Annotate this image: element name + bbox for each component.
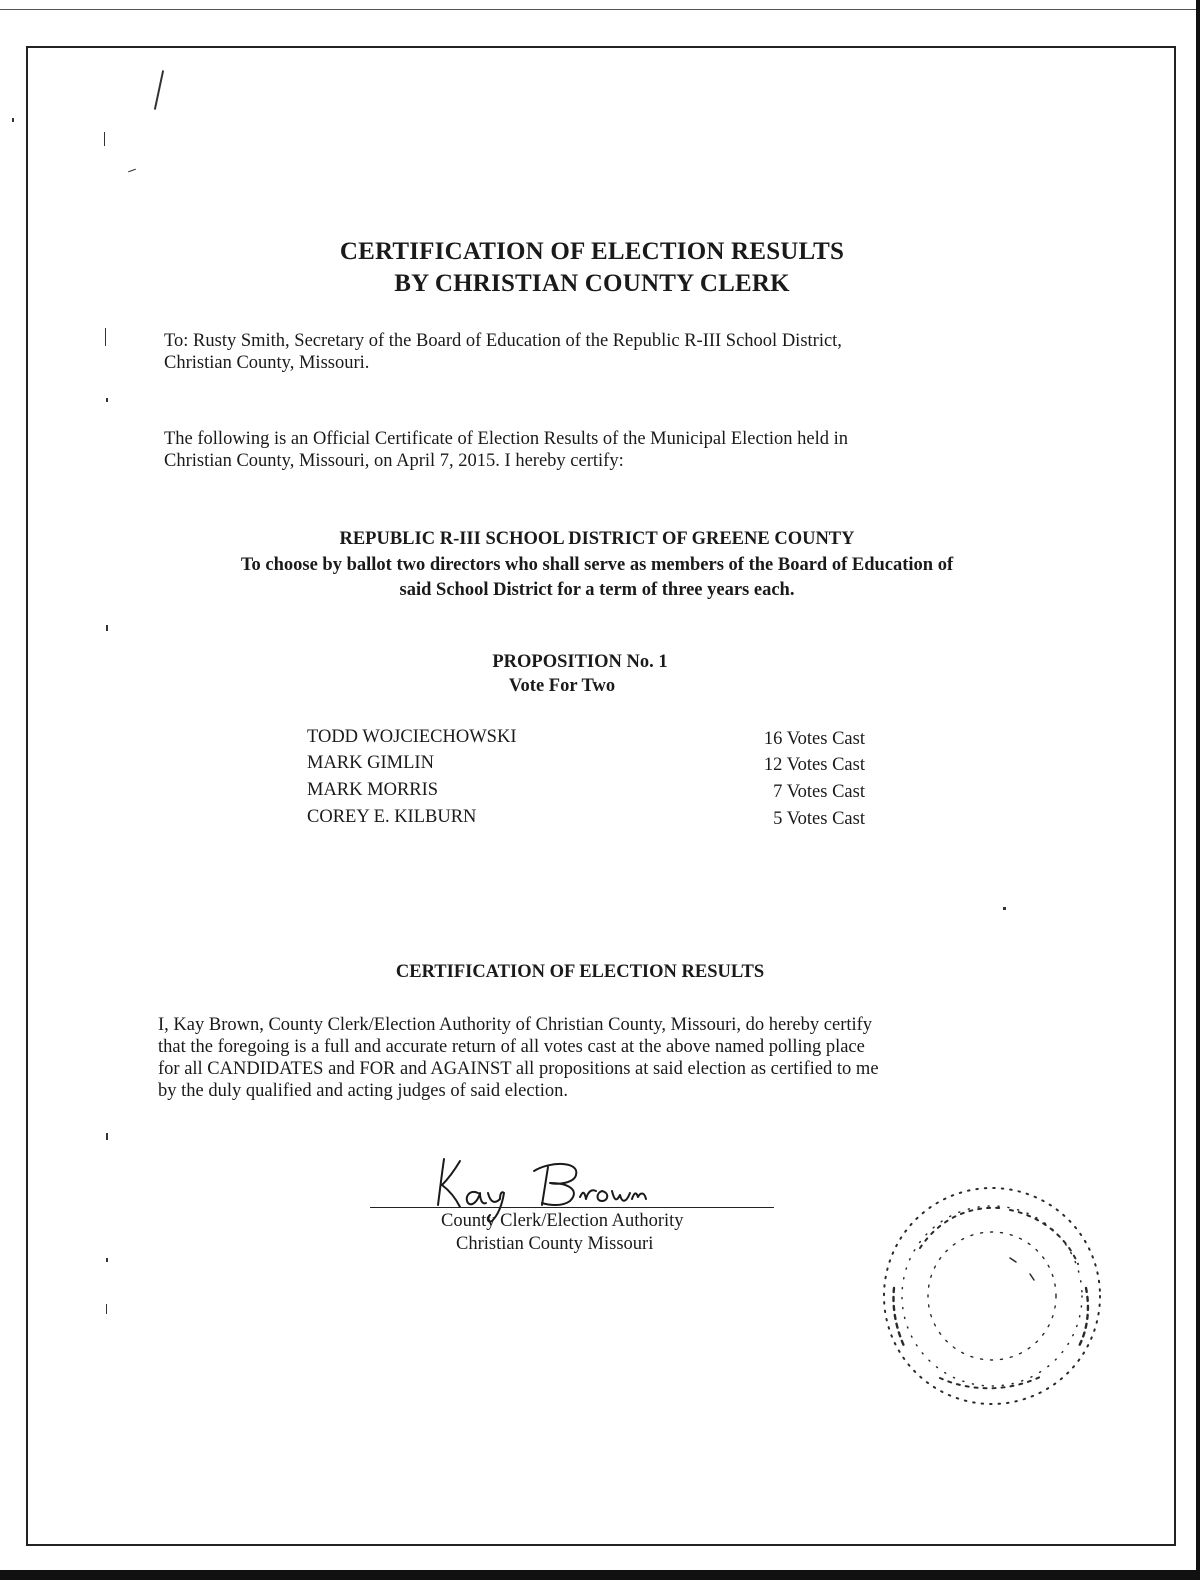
scan-speck: [106, 398, 108, 402]
candidate-name: COREY E. KILBURN: [307, 807, 477, 827]
signature-line: [370, 1207, 774, 1208]
intro-line-1: The following is an Official Certificate of Election Results of the Municipal Election held in: [164, 429, 848, 449]
candidate-name: MARK MORRIS: [307, 780, 439, 800]
certification-line-4: by the duly qualified and acting judges of said election.: [158, 1081, 568, 1101]
candidate-votes: 7 Votes Cast: [773, 782, 865, 802]
scan-speck: [104, 132, 105, 146]
proposition-subheading: Vote For Two: [508, 676, 616, 696]
candidate-name: MARK GIMLIN: [307, 753, 434, 773]
signer-title: County Clerk/Election Authority: [441, 1211, 684, 1231]
candidate-votes: 5 Votes Cast: [773, 809, 865, 829]
addressee-line-2: Christian County, Missouri.: [164, 353, 370, 373]
candidate-votes: 16 Votes Cast: [763, 729, 865, 749]
scan-edge-right: [1196, 0, 1200, 1580]
document-title: CERTIFICATION OF ELECTION RESULTS: [339, 238, 845, 265]
candidate-votes: 12 Votes Cast: [763, 755, 865, 775]
addressee-line-1: To: Rusty Smith, Secretary of the Board of Education of the Republic R-III School District,: [164, 331, 842, 351]
signer-location: Christian County Missouri: [456, 1234, 654, 1254]
district-description-line-1: To choose by ballot two directors who shall serve as members of the Board of Education of: [240, 555, 954, 575]
scan-speck: [105, 328, 106, 346]
candidate-name: TODD WOJCIECHOWSKI: [307, 727, 517, 747]
scan-speck: [106, 1304, 107, 1314]
certification-line-3: for all CANDIDATES and FOR and AGAINST all propositions at said election as certified to me: [158, 1059, 879, 1079]
proposition-heading: PROPOSITION No. 1: [492, 652, 668, 672]
scan-speck: [1003, 907, 1006, 910]
scan-speck: [106, 1133, 108, 1140]
county-seal-emboss: [880, 1178, 1110, 1423]
certification-heading: CERTIFICATION OF ELECTION RESULTS: [395, 962, 765, 982]
scan-speck: [106, 1258, 108, 1262]
document-subtitle: BY CHRISTIAN COUNTY CLERK: [394, 270, 790, 297]
intro-line-2: Christian County, Missouri, on April 7, 2015. I hereby certify:: [164, 451, 624, 471]
district-description-line-2: said School District for a term of three years each.: [399, 580, 795, 600]
district-heading: REPUBLIC R-III SCHOOL DISTRICT OF GREENE COUNTY: [339, 529, 855, 549]
scan-speck: [12, 118, 14, 122]
certification-line-2: that the foregoing is a full and accurate return of all votes cast at the above named polling place: [158, 1037, 865, 1057]
scan-speck: [106, 625, 108, 631]
scan-edge-bottom: [0, 1570, 1200, 1580]
certification-line-1: I, Kay Brown, County Clerk/Election Authority of Christian County, Missouri, do hereby certify: [158, 1015, 873, 1035]
scan-edge-top: [0, 0, 1200, 10]
